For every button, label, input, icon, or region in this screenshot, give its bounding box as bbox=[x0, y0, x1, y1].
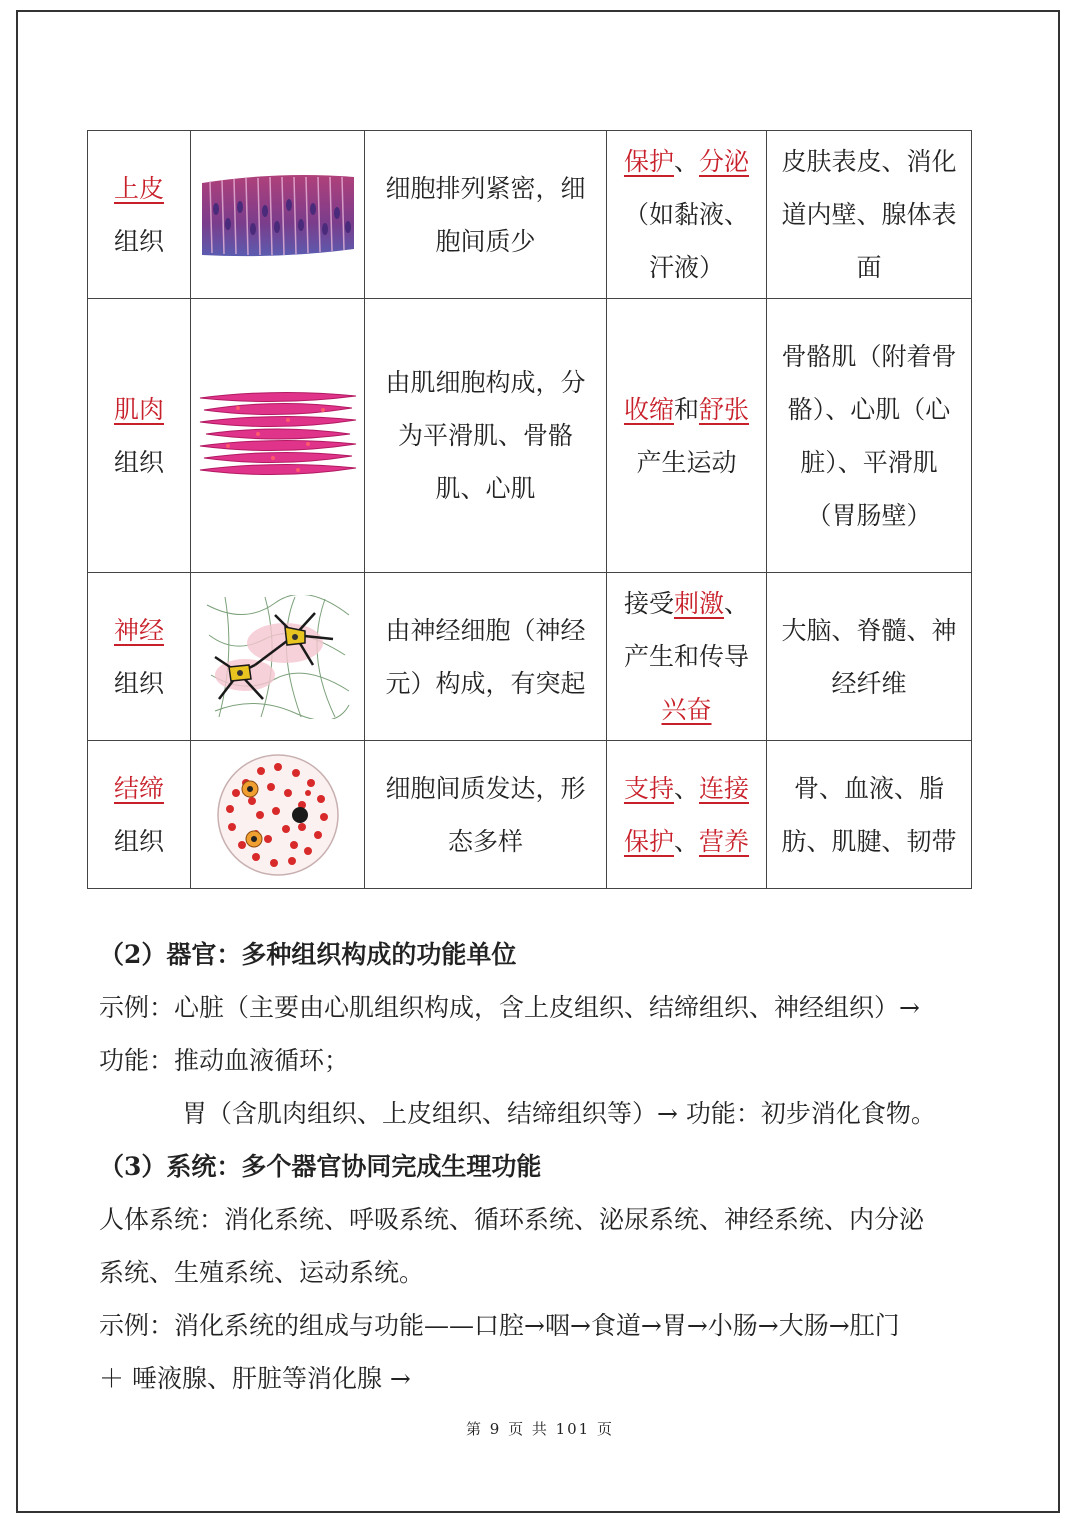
system-line: 系统、生殖系统、运动系统。 bbox=[99, 1258, 425, 1287]
function-keyword: 刺激 bbox=[673, 589, 724, 618]
location-cell: 大脑、脊髓、神经纤维 bbox=[767, 573, 972, 741]
function-text: 、产生和传导 bbox=[623, 589, 750, 671]
table-row bbox=[88, 131, 972, 299]
tissue-name-cell bbox=[88, 573, 191, 741]
function-text: 、 bbox=[673, 773, 699, 803]
tissue-name-suffix: 组织 bbox=[113, 447, 164, 477]
function-keyword: 舒张 bbox=[699, 394, 750, 424]
tissue-name-highlight: 肌肉 bbox=[113, 394, 164, 424]
organ-heading: （2）器官：多种组织构成的功能单位 bbox=[99, 940, 517, 969]
system-line: 人体系统：消化系统、呼吸系统、循环系统、泌尿系统、神经系统、内分泌 bbox=[99, 1205, 925, 1234]
function-cell bbox=[607, 299, 767, 573]
function-cell bbox=[607, 741, 767, 889]
organ-example-line: 胃（含肌肉组织、上皮组织、结缔组织等）→ 功能：初步消化食物。 bbox=[182, 1099, 936, 1128]
function-keyword: 收缩 bbox=[623, 394, 674, 424]
tissue-image-cell bbox=[191, 573, 365, 741]
location-cell: 骨、血液、脂肪、肌腱、韧带 bbox=[767, 741, 972, 889]
tissue-name-suffix: 组织 bbox=[113, 668, 164, 698]
tissue-name-highlight: 结缔 bbox=[113, 773, 164, 803]
system-line: ＋ 唾液腺、肝脏等消化腺 → bbox=[99, 1364, 411, 1393]
tissue-name-cell bbox=[88, 299, 191, 573]
epithelial-tissue-icon bbox=[198, 169, 358, 261]
connective-tissue-icon bbox=[216, 753, 340, 877]
function-keyword: 营养 bbox=[699, 826, 750, 856]
function-keyword: 保护 bbox=[623, 147, 674, 176]
nerve-tissue-icon bbox=[205, 595, 351, 719]
page-number: 第 9 页 共 101 页 bbox=[465, 1420, 614, 1438]
table-row bbox=[88, 299, 972, 573]
structure-cell: 由神经细胞（神经元）构成，有突起 bbox=[365, 573, 607, 741]
function-text: 接受 bbox=[623, 589, 674, 618]
tissue-name-cell bbox=[88, 741, 191, 889]
system-line: 示例：消化系统的组成与功能——口腔→咽→食道→胃→小肠→大肠→肛门 bbox=[99, 1311, 900, 1340]
function-keyword: 连接 bbox=[699, 773, 750, 803]
function-text: 、 bbox=[673, 826, 699, 856]
table-row bbox=[88, 741, 972, 889]
table-row bbox=[88, 573, 972, 741]
function-keyword: 兴奋 bbox=[661, 695, 712, 724]
location-cell: 皮肤表皮、消化道内壁、腺体表面 bbox=[767, 131, 972, 299]
function-cell bbox=[607, 573, 767, 741]
organ-example-line: 示例：心脏（主要由心肌组织构成，含上皮组织、结缔组织、神经组织）→ bbox=[99, 993, 920, 1022]
tissue-image-cell bbox=[191, 131, 365, 299]
tissue-table bbox=[87, 130, 972, 889]
location-cell: 骨骼肌（附着骨骼）、心肌（心脏）、平滑肌（胃肠壁） bbox=[767, 299, 972, 573]
function-text: （如黏液、汗液） bbox=[623, 200, 749, 282]
tissue-name-suffix: 组织 bbox=[113, 226, 164, 256]
structure-cell: 由肌细胞构成，分为平滑肌、骨骼肌、心肌 bbox=[365, 299, 607, 573]
function-keyword: 保护 bbox=[623, 826, 674, 856]
tissue-name-highlight: 上皮 bbox=[113, 173, 164, 203]
function-text: 产生运动 bbox=[636, 447, 737, 477]
function-text: 和 bbox=[673, 394, 699, 424]
structure-cell: 细胞排列紧密，细胞间质少 bbox=[365, 131, 607, 299]
system-heading: （3）系统：多个器官协同完成生理功能 bbox=[99, 1152, 542, 1181]
function-keyword: 分泌 bbox=[699, 147, 750, 176]
organ-example-line: 功能：推动血液循环； bbox=[99, 1046, 350, 1075]
tissue-name-cell bbox=[88, 131, 191, 299]
structure-cell: 细胞间质发达，形态多样 bbox=[365, 741, 607, 889]
tissue-image-cell bbox=[191, 299, 365, 573]
function-cell bbox=[607, 131, 767, 299]
function-keyword: 支持 bbox=[623, 773, 674, 803]
function-text: 、 bbox=[673, 147, 699, 176]
tissue-image-cell bbox=[191, 741, 365, 889]
tissue-name-highlight: 神经 bbox=[113, 615, 164, 645]
muscle-tissue-icon bbox=[198, 386, 358, 486]
tissue-name-suffix: 组织 bbox=[113, 826, 164, 856]
